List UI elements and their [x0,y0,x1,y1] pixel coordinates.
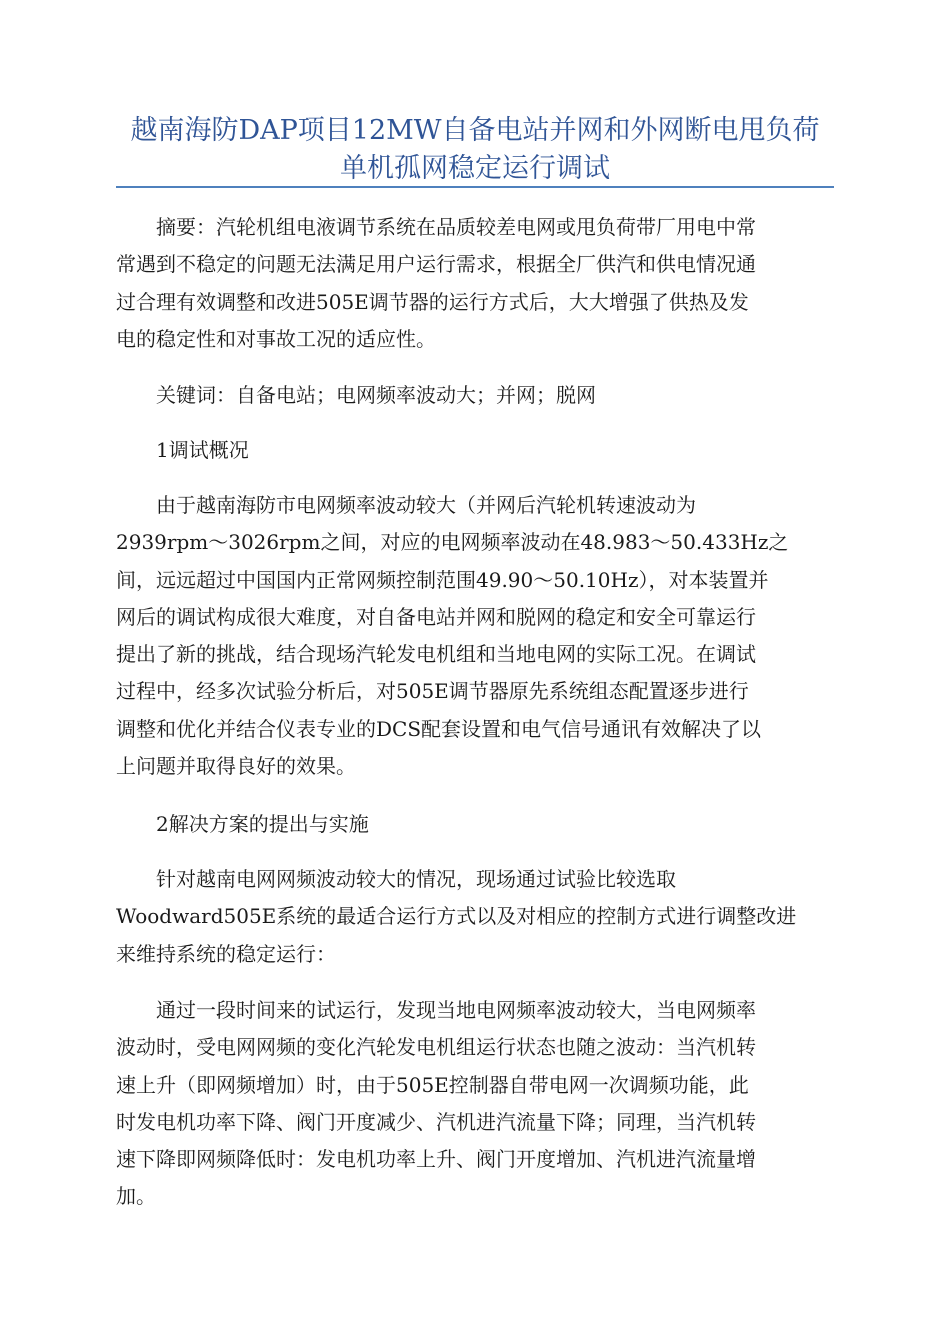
paragraph-line: 来维持系统的稳定运行： [116,941,336,966]
paragraph-line: 2939rpm～3026rpm之间，对应的电网频率波动在48.983～50.433Hz之 [116,530,789,555]
abstract-line: 过合理有效调整和改进505E调节器的运行方式后，大大增强了供热及发 [116,289,749,314]
title-line-2: 单机孤网稳定运行调试 [340,153,610,184]
paragraph-line: 由于越南海防市电网频率波动较大（并网后汽轮机转速波动为 [156,493,696,517]
section-1-heading: 1调试概况 [156,438,249,462]
paragraph-line: 过程中，经多次试验分析后，对505E调节器原先系统组态配置逐步进行 [116,679,749,704]
paragraph-line: 针对越南电网网频波动较大的情况，现场通过试验比较选取 [156,867,676,891]
paragraph-line: 间，远远超过中国国内正常网频控制范围49.90～50.10Hz），对本装置并 [116,567,769,592]
paragraph-line: 速下降即网频降低时：发电机功率上升、阀门开度增加、汽机进汽流量增 [116,1147,756,1172]
document-title [116,112,834,188]
paragraph-line: 上问题并取得良好的效果。 [116,754,356,779]
paragraph-line: Woodward505E系统的最适合运行方式以及对相应的控制方式进行调整改进 [116,904,797,929]
paragraph-line: 提出了新的挑战，结合现场汽轮发电机组和当地电网的实际工况。在调试 [116,642,756,667]
paragraph-line: 时发电机功率下降、阀门开度减少、汽机进汽流量下降；同理，当汽机转 [116,1109,756,1134]
section-2-paragraph-2 [116,992,834,1216]
title-line-1: 越南海防DAP项目12MW自备电站并网和外网断电甩负荷 [130,115,820,146]
paragraph-line: 波动时，受电网网频的变化汽轮发电机组运行状态也随之波动：当汽机转 [116,1035,756,1060]
paragraph-line: 网后的调试构成很大难度，对自备电站并网和脱网的稳定和安全可靠运行 [116,604,756,629]
paragraph-line: 通过一段时间来的试运行，发现当地电网频率波动较大，当电网频率 [156,998,756,1022]
abstract-line: 常遇到不稳定的问题无法满足用户运行需求，根据全厂供汽和供电情况通 [116,252,756,277]
section-2-paragraph-1 [116,861,834,973]
paragraph-line: 调整和优化并结合仪表专业的DCS配套设置和电气信号通讯有效解决了以 [116,716,762,741]
keywords-paragraph: 关键词：自备电站；电网频率波动大；并网；脱网 [156,383,596,407]
abstract-paragraph [116,209,834,358]
paragraph-line: 速上升（即网频增加）时，由于505E控制器自带电网一次调频功能，此 [116,1072,749,1097]
paragraph-line: 加。 [116,1184,156,1209]
title-underline [116,186,834,188]
section-2-heading: 2解决方案的提出与实施 [156,812,369,836]
section-1-paragraph [116,487,834,785]
abstract-line: 电的稳定性和对事故工况的适应性。 [116,326,436,351]
abstract-line: 摘要：汽轮机组电液调节系统在品质较差电网或甩负荷带厂用电中常 [156,215,756,239]
